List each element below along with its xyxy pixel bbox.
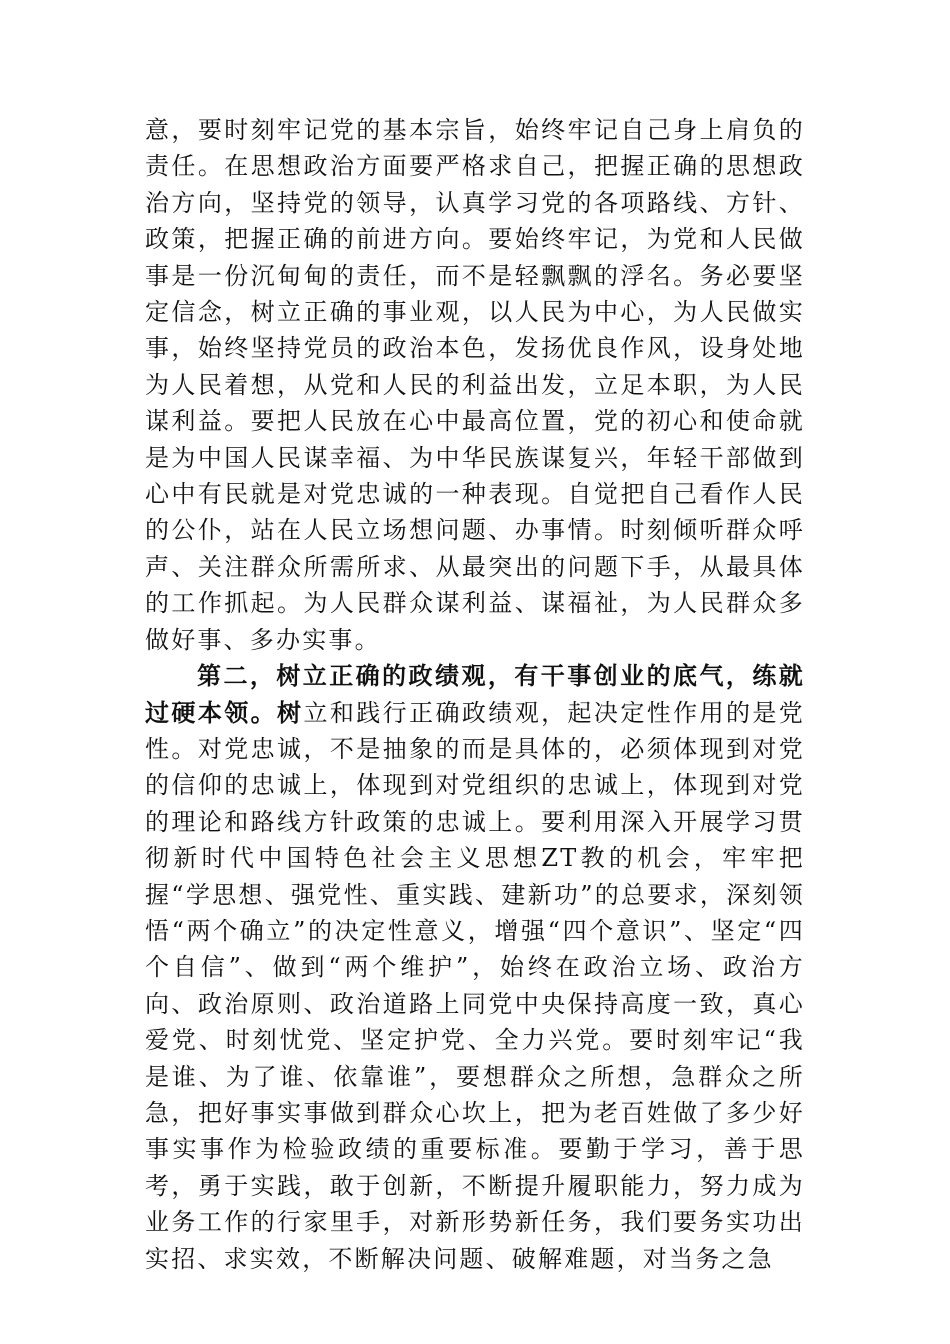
paragraph-2 [145,658,805,1277]
paragraph-2-heading: 第二，树立正确的政绩观，有干事创业的底气，练就过硬本领。树 [145,661,805,727]
document-page [145,112,805,1277]
paragraph-2-body: 立和践行正确政绩观，起决定性作用的是党性。对党忠诚，不是抽象的而是具体的，必须体现到对党的信仰的忠诚上，体现到对党组织的忠诚上，体现到对党的理论和路线方针政策的忠诚上。要利用深入开展学习贯彻新时代中国特色社会主义思想ZT教的机会，牢牢把握“学思想、强党性、重实践、建新功”的总要求，深刻领悟“两个确立”的决定性意义，增强“四个意识”、坚定“四个自信”、做到“两个维护”，始终在政治立场、政治方向、政治原则、政治道路上同党中央保持高度一致，真心爱党、时刻忧党、坚定护党、全力兴党。要时刻牢记“我是谁、为了谁、依靠谁”，要想群众之所想，急群众之所急，把好事实事做到群众心坎上，把为老百姓做了多少好事实事作为检验政绩的重要标准。要勤于学习，善于思考，勇于实践，敢于创新，不断提升履职能力，努力成为业务工作的行家里手，对新形势新任务，我们要务实功出实招、求实效，不断解决问题、破解难题，对当务之急 [145,698,805,1273]
paragraph-1: 意，要时刻牢记党的基本宗旨，始终牢记自己身上肩负的责任。在思想政治方面要严格求自己，把握正确的思想政治方向，坚持党的领导，认真学习党的各项路线、方针、政策，把握正确的前进方向。要始终牢记，为党和人民做事是一份沉甸甸的责任，而不是轻飘飘的浮名。务必要坚定信念，树立正确的事业观，以人民为中心，为人民做实事，始终坚持党员的政治本色，发扬优良作风，设身处地为人民着想，从党和人民的利益出发，立足本职，为人民谋利益。要把人民放在心中最高位置，党的初心和使命就是为中国人民谋幸福、为中华民族谋复兴，年轻干部做到心中有民就是对党忠诚的一种表现。自觉把自己看作人民的公仆，站在人民立场想问题、办事情。时刻倾听群众呼声、关注群众所需所求、从最突出的问题下手，从最具体的工作抓起。为人民群众谋利益、谋福祉，为人民群众多做好事、多办实事。 [145,116,805,654]
